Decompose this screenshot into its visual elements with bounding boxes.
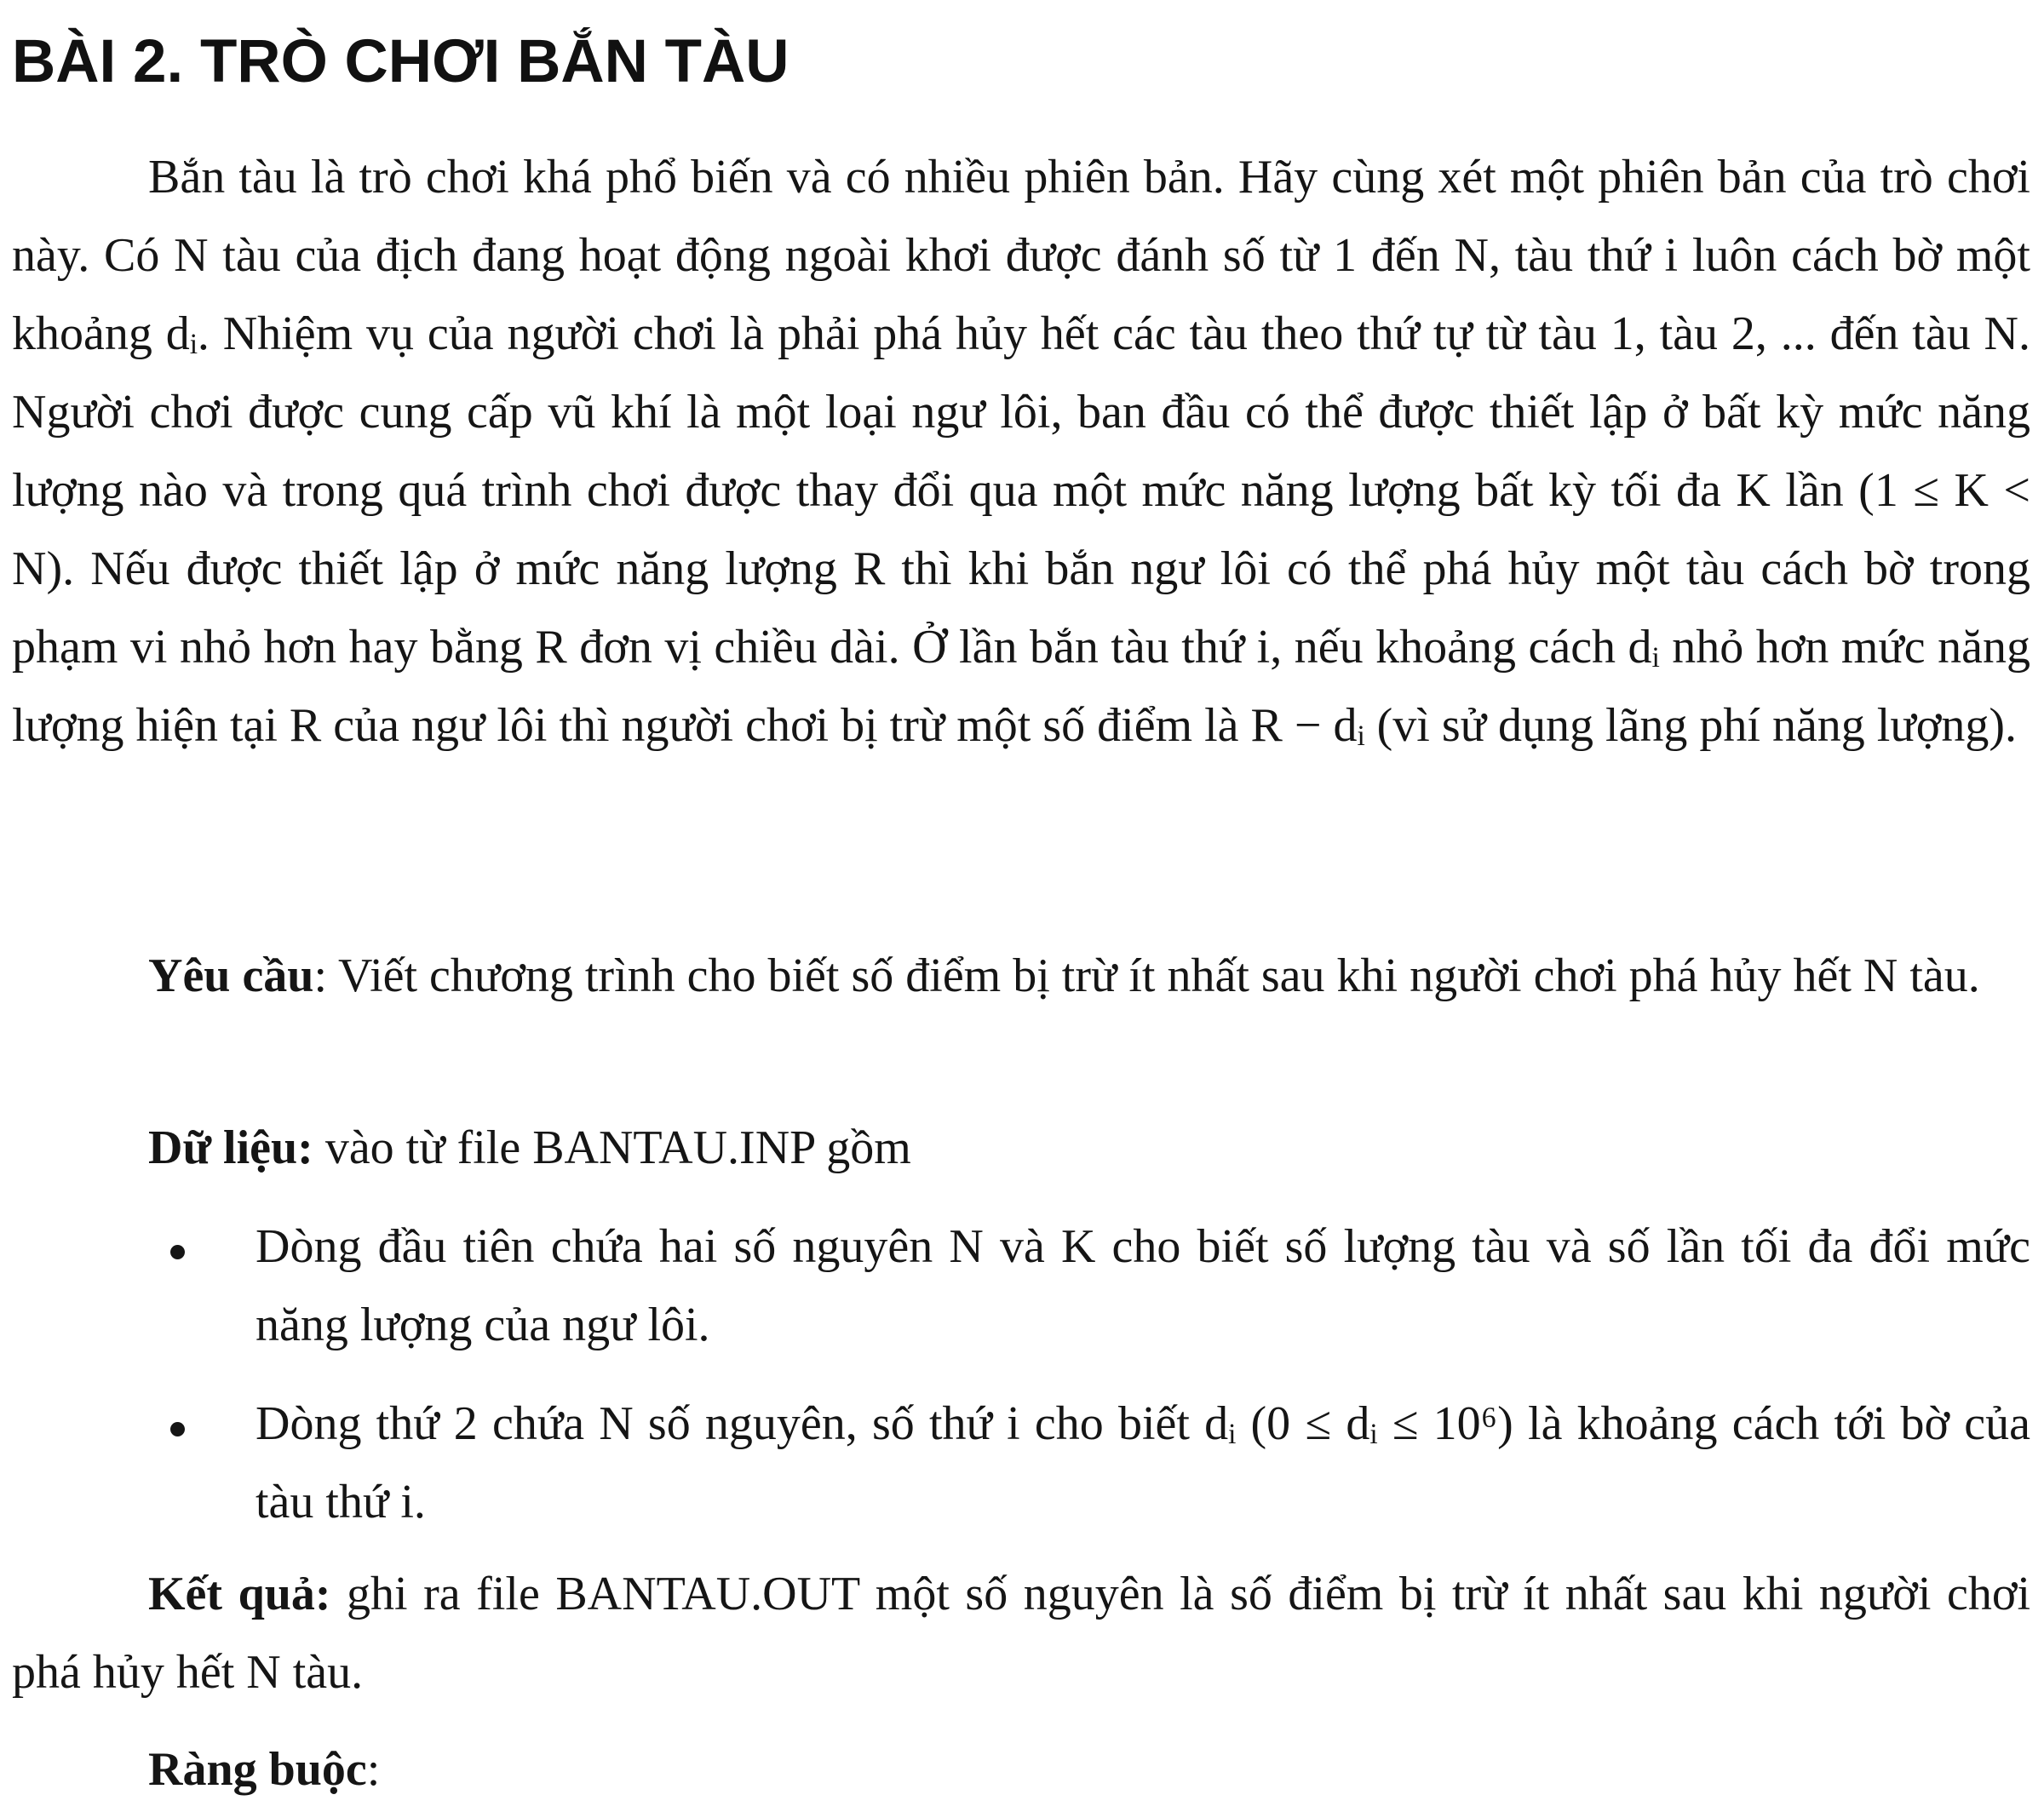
constraints-label: Ràng buộc	[148, 1743, 367, 1796]
list-item	[0, 1207, 2030, 1364]
constraints-paragraph	[12, 1730, 2030, 1809]
intro-paragraph: Bắn tàu là trò chơi khá phổ biến và có nhiều phiên bản. Hãy cùng xét một phiên bản của trò chơi này. Có N tàu của địch đang hoạt động ngoài khơi được đánh số từ 1 đến N, tàu thứ i luôn cách bờ một khoảng dᵢ. Nhiệm vụ của người chơi là phải phá hủy hết các tàu theo thứ tự từ tàu 1, tàu 2, ... đến tàu N. Người chơi được cung cấp vũ khí là một loại ngư lôi, ban đầu có thể được thiết lập ở bất kỳ mức năng lượng nào và trong quá trình chơi được thay đổi qua một mức năng lượng bất kỳ tối đa K lần (1 ≤ K < N). Nếu được thiết lập ở mức năng lượng R thì khi bắn ngư lôi có thể phá hủy một tàu cách bờ trong phạm vi nhỏ hơn hay bằng R đơn vị chiều dài. Ở lần bắn tàu thứ i, nếu khoảng cách dᵢ nhỏ hơn mức năng lượng hiện tại R của ngư lôi thì người chơi bị trừ một số điểm là R − dᵢ (vì sử dụng lãng phí năng lượng).	[12, 151, 2030, 752]
problem-title: BÀI 2. TRÒ CHƠI BẮN TÀU	[12, 28, 789, 95]
input-text: vào từ file BANTAU.INP gồm	[313, 1121, 911, 1174]
output-paragraph	[12, 1555, 2030, 1712]
requirement-label: Yêu cầu	[148, 949, 314, 1002]
bullet-icon	[170, 1422, 185, 1436]
output-label: Kết quả:	[148, 1568, 331, 1620]
constraints-text: :	[366, 1743, 381, 1796]
bullet-icon	[170, 1245, 185, 1259]
requirement-paragraph	[12, 937, 2030, 1015]
bullet-text: Dòng đầu tiên chứa hai số nguyên N và K cho biết số lượng tàu và số lần tối đa đổi mức năng lượng của ngư lôi.	[256, 1220, 2030, 1351]
requirement-text: : Viết chương trình cho biết số điểm bị trừ ít nhất sau khi người chơi phá hủy hết N tàu.	[313, 949, 1980, 1002]
bullet-text: Dòng thứ 2 chứa N số nguyên, số thứ i cho biết dᵢ (0 ≤ dᵢ ≤ 10⁶) là khoảng cách tới bờ của tàu thứ i.	[256, 1397, 2030, 1528]
output-text: ghi ra file BANTAU.OUT một số nguyên là số điểm bị trừ ít nhất sau khi người chơi phá hủy hết N tàu.	[12, 1568, 2031, 1699]
list-item	[0, 1385, 2030, 1541]
input-bullet-list	[0, 1207, 2044, 1541]
input-paragraph	[12, 1109, 2030, 1187]
input-label: Dữ liệu:	[148, 1121, 313, 1174]
